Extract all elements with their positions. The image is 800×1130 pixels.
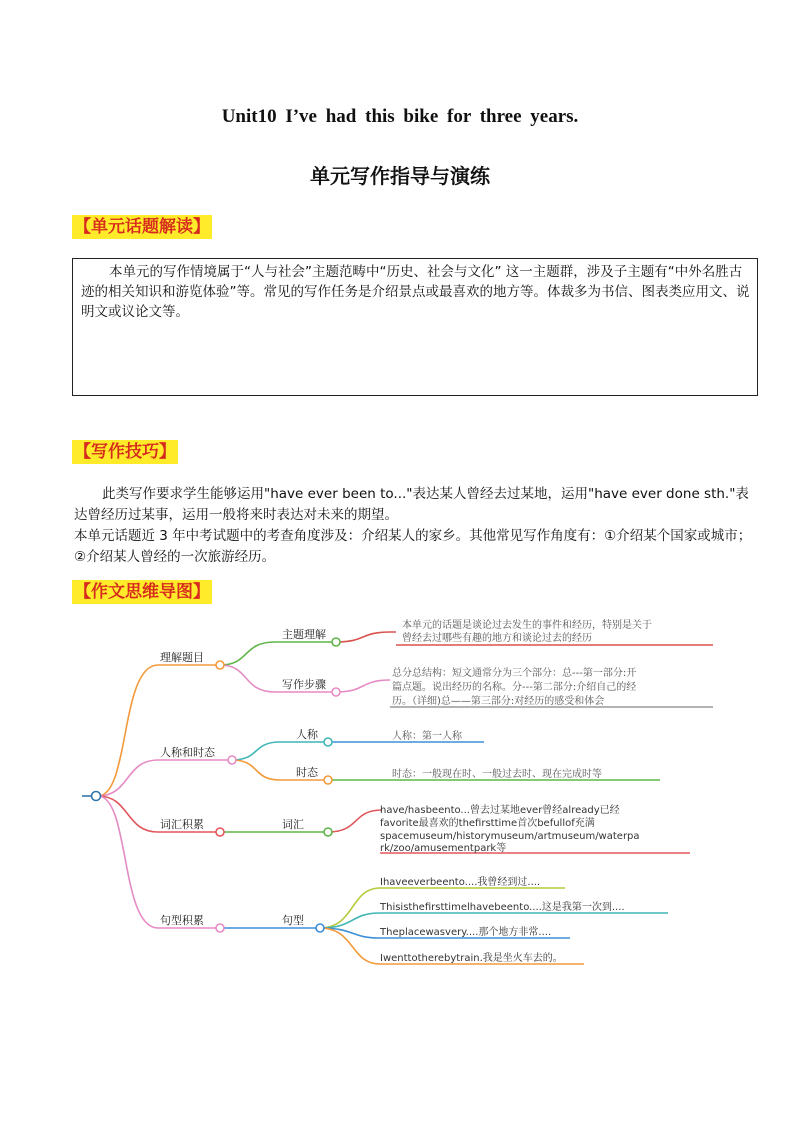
leaf-person: 人称：第一人称 (392, 731, 462, 742)
section-heading-topic: 【单元话题解读】 (74, 217, 210, 237)
topic-text: 本单元的写作情境属于“人与社会”主题范畴中“历史、社会与文化” 这一主题群，涉及子主题有“中外名胜古迹的相关知识和游览体验”等。常见的写作任务是介绍景点或最喜欢的地方等。体裁多为书信、图表类应用文、说明文或议论文等。 (81, 264, 750, 320)
section-heading-mindmap: 【作文思维导图】 (74, 582, 210, 602)
skills-text-2: 本单元话题近 3 年中考试题中的考查角度涉及：介绍某人的家乡。其他常见写作角度有：①介绍某个国家或城市；②介绍某人曾经的一次旅游经历。 (74, 528, 752, 565)
leaf-vocab-line-1: have/hasbeento...曾去过某地ever曾经already已经 (380, 805, 620, 816)
branch-line-1 (98, 665, 220, 796)
leaf-steps-line-3: 历。（详细)总——第三部分:对经历的感受和体会 (392, 696, 605, 707)
sub-label-vocab: 词汇 (282, 818, 304, 831)
sub-label-steps: 写作步骤 (282, 678, 326, 691)
page-subtitle: 单元写作指导与演练 (310, 164, 490, 188)
leaf-topic-line-2: 曾经去过哪些有趣的地方和谈论过去的经历 (402, 633, 592, 644)
leaf-sentence-3: Theplacewasvery....那个地方非常.... (380, 927, 552, 938)
branch-label-1: 理解题目 (160, 651, 204, 664)
section-heading-skills: 【写作技巧】 (74, 442, 176, 462)
leaf-sentence-4: Iwenttotherebytrain.我是坐火车去的。 (380, 953, 563, 964)
topic-box (72, 258, 758, 396)
leaf-sentence-1: Ihaveeverbeento....我曾经到过.... (380, 877, 541, 888)
branch-label-4: 句型积累 (160, 914, 204, 927)
branch-line-4 (98, 796, 220, 928)
skills-paragraph (74, 484, 754, 568)
sub-label-sentence: 句型 (282, 914, 304, 927)
leaf-vocab-line-4: rk/zoo/amusementpark等 (380, 843, 507, 854)
mind-map (70, 610, 760, 980)
leaf-topic-line-1: 本单元的话题是谈论过去发生的事件和经历，特别是关于 (402, 620, 652, 631)
sub-label-topic: 主题理解 (282, 628, 326, 641)
leaf-steps-line-2: 篇点题。说出经历的名称。分---第二部分:介绍自己的经 (392, 682, 637, 693)
leaf-sentence-2: Thisisthefirsttimelhavebeento....这是我第一次到.... (380, 902, 625, 913)
leaf-tense: 时态：一般现在时、一般过去时、现在完成时等 (392, 769, 602, 780)
leaf-vocab-line-2: favorite最喜欢的thefirsttime首次befullof充满 (380, 818, 595, 829)
branch-label-2: 人称和时态 (160, 746, 215, 759)
leaf-vocab-line-3: spacemuseum/historymuseum/artmuseum/waterpa (380, 831, 640, 842)
leaf-steps-line-1: 总分总结构：短文通常分为三个部分：总---第一部分:开 (392, 668, 637, 679)
branch-label-3: 词汇积累 (160, 818, 204, 831)
page-title: Unit10 I’ve had this bike for three years. (221, 106, 579, 127)
sub-label-tense: 时态 (296, 766, 318, 779)
sub-label-person: 人称 (296, 728, 318, 741)
skills-text-1: 此类写作要求学生能够运用"have ever been to..."表达某人曾经去过某地，运用"have ever done sth."表达曾经历过某事，运用一般将来时表达对未来的期望。 (74, 486, 749, 523)
